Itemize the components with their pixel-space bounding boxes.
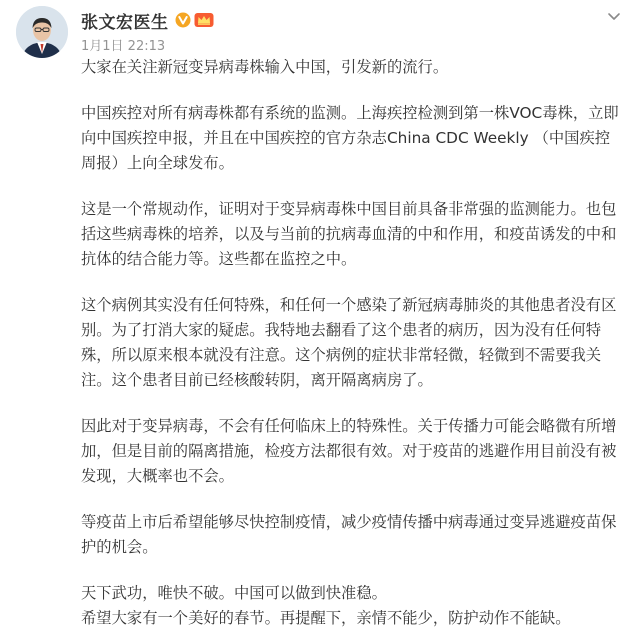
chevron-down-icon[interactable]: [604, 6, 624, 26]
post-content: [81, 55, 625, 631]
author-row: [81, 8, 214, 32]
post-paragraph: 等疫苗上市后希望能够尽快控制疫情，减少疫情传播中病毒通过变异逃避疫苗保护的机会。: [81, 513, 617, 556]
doctor-portrait-avatar-icon: [16, 6, 68, 58]
author-name[interactable]: 张文宏医生: [81, 12, 169, 33]
verified-badge-icon: [175, 12, 191, 28]
post-paragraph: 因此对于变异病毒，不会有任何临床上的特殊性。关于传播力可能会略微有所增加，但是目前的隔离措施，检疫方法都很有效。对于疫苗的逃避作用目前没有被发现，大概率也不会。: [81, 417, 617, 485]
author-avatar[interactable]: [16, 6, 68, 58]
post-timestamp[interactable]: 1月1日 22:13: [81, 39, 166, 54]
vip-crown-icon[interactable]: [194, 12, 214, 28]
post-paragraph: 希望大家有一个美好的春节。再提醒下，亲情不能少，防护动作不能缺。: [81, 609, 571, 627]
post-paragraph: 这个病例其实没有任何特殊，和任何一个感染了新冠病毒肺炎的其他患者没有区别。为了打消大家的疑虑。我特地去翻看了这个患者的病历，因为没有任何特殊，所以原来根本就没有注意。这个病例的症状非常轻微，轻微到不需要我关注。这个患者目前已经核酸转阴，离开隔离病房了。: [81, 296, 617, 389]
post-paragraph: 中国疾控对所有病毒株都有系统的监测。上海疾控检测到第一株VOC毒株，立即向中国疾控申报，并且在中国疾控的官方杂志China CDC Weekly （中国疾控周报）上向全球发布。: [81, 104, 619, 172]
post-paragraph: 这是一个常规动作，证明对于变异病毒株中国目前具备非常强的监测能力。也包括这些病毒株的培养，以及与当前的抗病毒血清的中和作用，和疫苗诱发的中和抗体的结合能力等。这些都在监控之中。: [81, 200, 617, 268]
post-paragraph: 大家在关注新冠变异病毒株输入中国，引发新的流行。: [81, 58, 449, 76]
post-paragraph: 天下武功，唯快不破。中国可以做到快准稳。: [81, 584, 387, 602]
